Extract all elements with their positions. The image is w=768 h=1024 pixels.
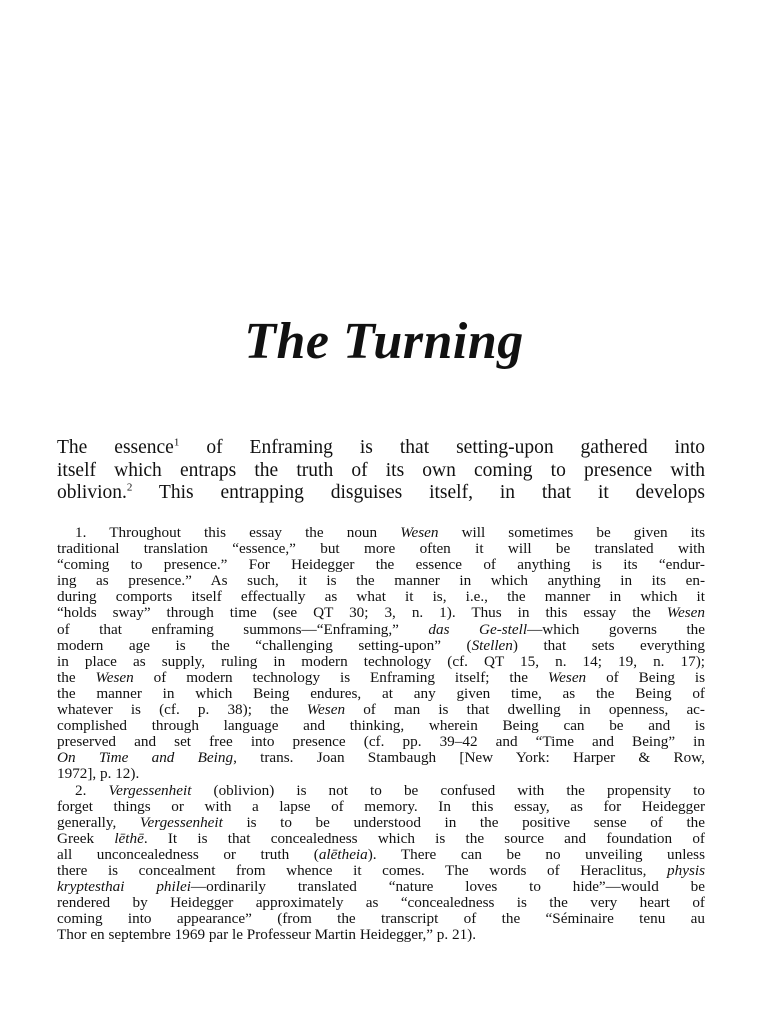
footnote-line: whatever is (cf. p. 38); the Wesen of man is that dwelling in openness, ac- xyxy=(57,701,705,719)
footnote-line: On Time and Being, trans. Joan Stambaugh [New York: Harper & Row, xyxy=(57,749,705,767)
footnote-line: 1. Throughout this essay the noun Wesen will sometimes be given its xyxy=(75,524,705,541)
footnote-line: Thor en septembre 1969 par le Professeur Martin Heidegger,” p. 21). xyxy=(57,926,477,944)
footnote-line: during comports itself effectually as what it is, i.e., the manner in which it xyxy=(57,588,705,606)
footnote-line: coming into appearance” (from the transcript of the “Séminaire tenu au xyxy=(57,910,705,928)
footnote-line: “holds sway” through time (see QT 30; 3, n. 1). Thus in this essay the Wesen xyxy=(57,604,705,622)
body-line: itself which entraps the truth of its own coming to presence with xyxy=(57,459,705,481)
body-line: The essence$^1$ of Enframing is that setting-upon gathered into xyxy=(57,436,705,458)
footnote-line: “coming to presence.” For Heidegger the essence of anything is its “endur- xyxy=(57,556,705,574)
footnote-line: generally, Vergessenheit is to be understood in the positive sense of the xyxy=(57,813,705,831)
footnote-line: of that enframing summons—“Enframing,” das Ge-stell—which governs the xyxy=(57,620,705,638)
footnote-line: all unconcealedness or truth (alētheia). There can be no unveiling unless xyxy=(57,845,705,863)
chapter-title: The Turning xyxy=(244,313,524,370)
footnote-line: 2. Vergessenheit (oblivion) is not to be confused with the propensity to xyxy=(75,781,705,799)
footnote-line: complished through language and thinking, wherein Being can be and is xyxy=(57,717,705,735)
footnote-line: kryptesthai philei—ordinarily translated “nature loves to hide”—would be xyxy=(57,878,705,896)
footnote-line: Greek lēthē. It is that concealedness which is the source and foundation of xyxy=(57,829,705,847)
footnote-line: preserved and set free into presence (cf. pp. 39–42 and “Time and Being” in xyxy=(57,733,705,751)
footnote-line: there is concealment from whence it comes. The words of Heraclitus, physis xyxy=(57,861,705,879)
footnote-line: ing as presence.” As such, it is the manner in which anything in its en- xyxy=(57,572,705,590)
footnotes xyxy=(57,525,705,943)
body-line: oblivion.$^2$ This entrapping disguises itself, in that it develops xyxy=(57,481,705,503)
footnote-line: 1972], p. 12). xyxy=(57,765,140,783)
footnote-line: the manner in which Being endures, at any given time, as the Being of xyxy=(57,684,705,702)
footnote-line: traditional translation “essence,” but more often it will be translated with xyxy=(57,540,705,558)
footnote-line: in place as supply, ruling in modern technology (cf. QT 15, n. 14; 19, n. 17); xyxy=(57,652,705,670)
footnote-line: modern age is the “challenging setting-upon” (Stellen) that sets everything xyxy=(57,636,705,654)
footnote-line: rendered by Heidegger approximately as “concealedness is the very heart of xyxy=(57,894,705,912)
body-paragraph xyxy=(57,437,705,505)
footnote-line: forget things or with a lapse of memory. In this essay, as for Heidegger xyxy=(57,797,705,815)
footnote-line: the Wesen of modern technology is Enframing itself; the Wesen of Being is xyxy=(57,668,705,686)
